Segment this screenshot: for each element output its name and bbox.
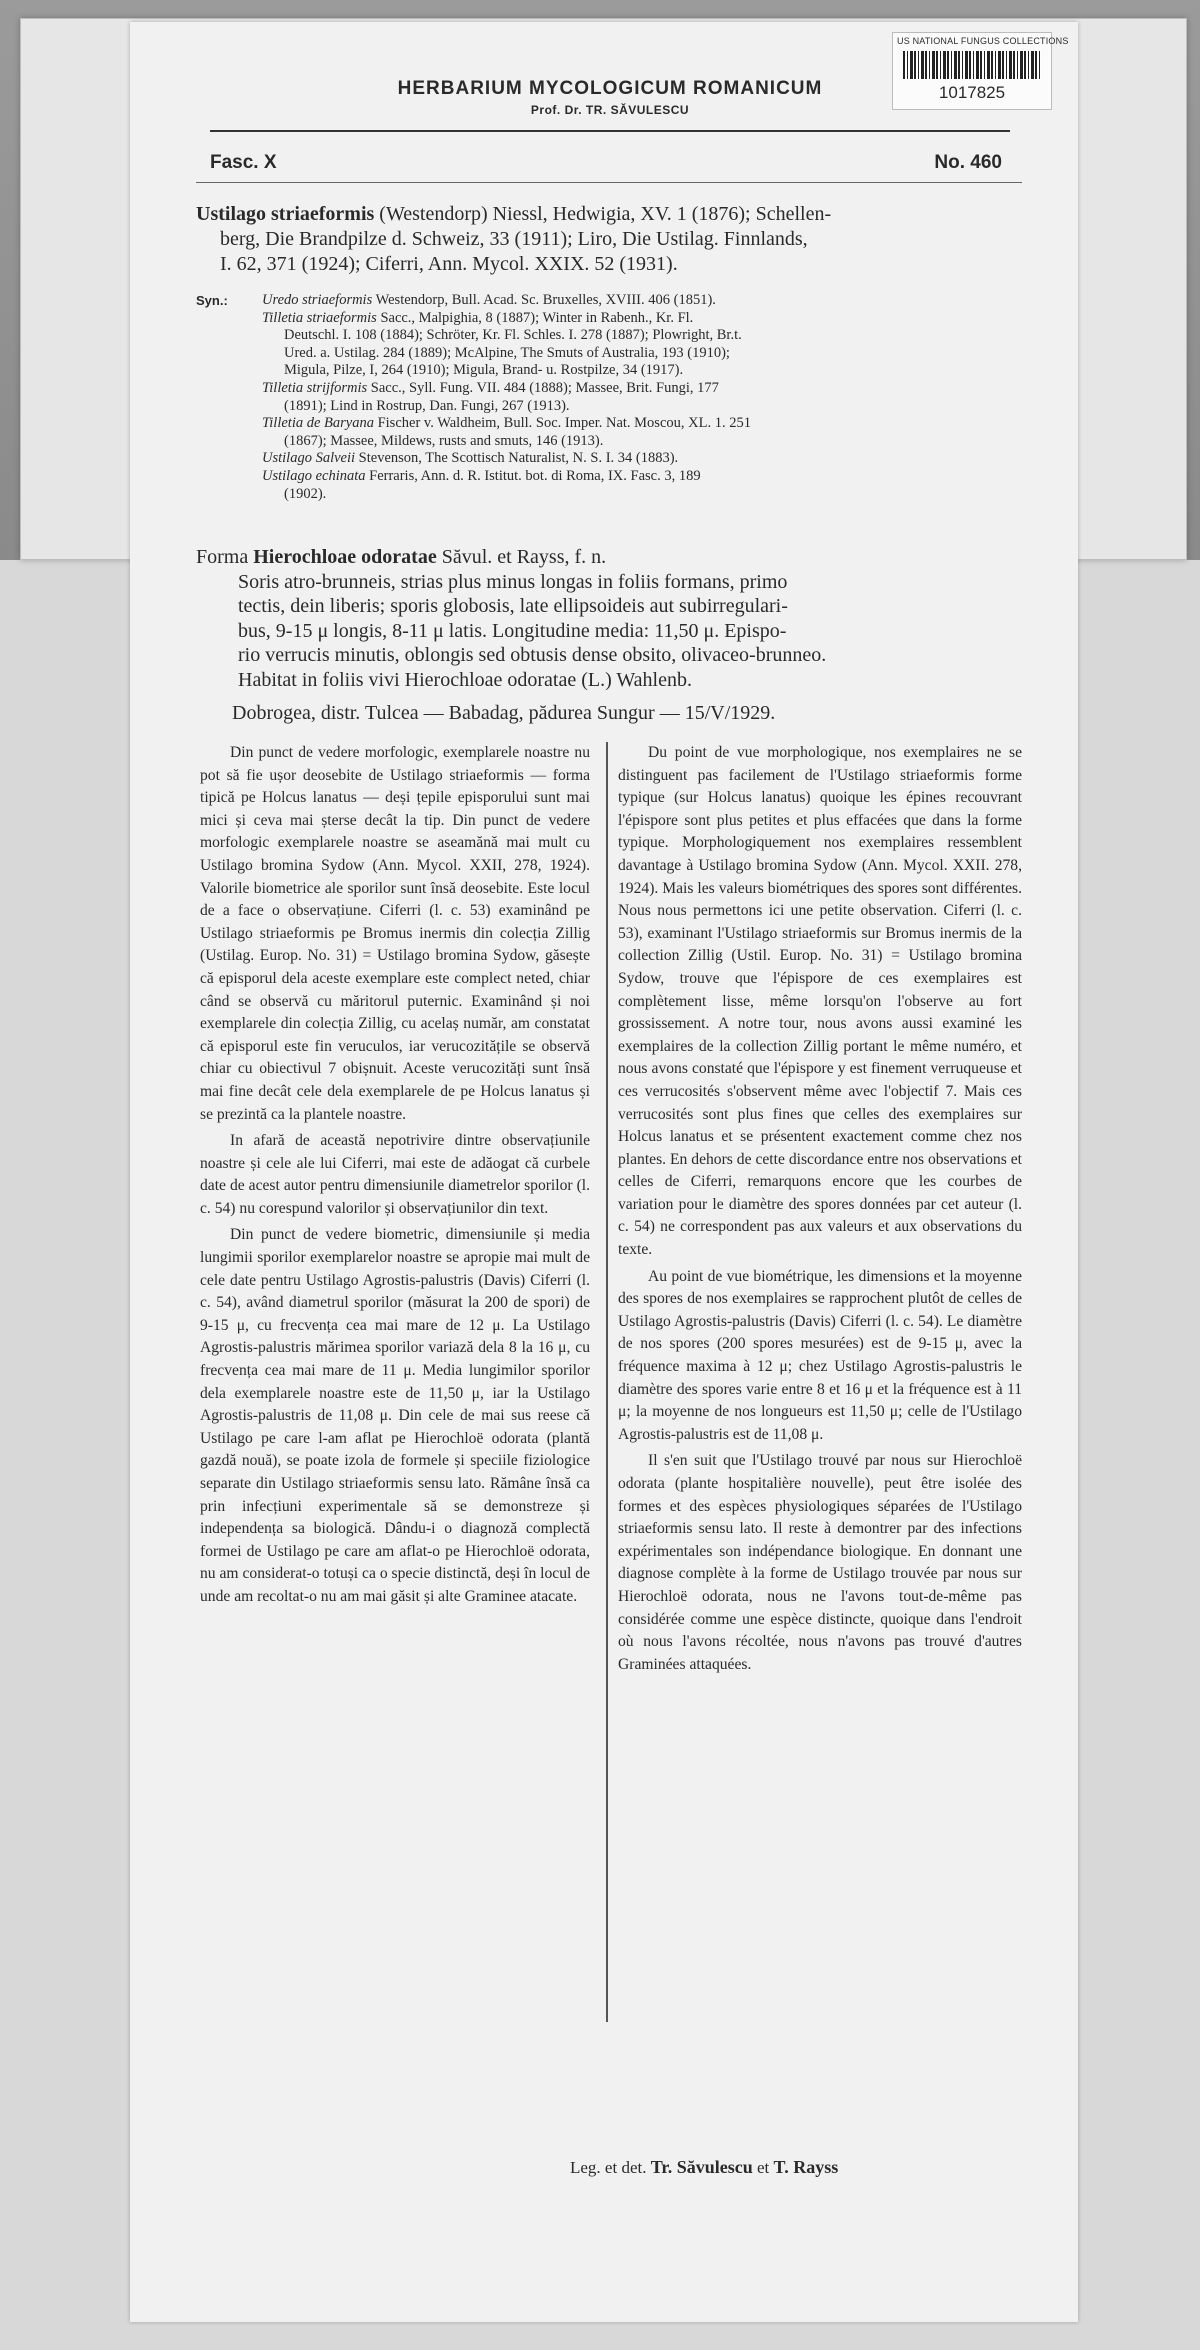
synonym-entry: Tilletia de Baryana Fischer v. Waldheim, Bull. Soc. Imper. Nat. Moscou, XL. 1. 251	[262, 415, 751, 432]
synonym-entry: Ustilago echinata Ferraris, Ann. d. R. Istitut. bot. di Roma, IX. Fasc. 3, 189	[262, 467, 701, 484]
diagnosis-line: Habitat in foliis vivi Hierochloae odoratae (L.) Wahlenb.	[238, 668, 692, 691]
collection-locality: Dobrogea, distr. Tulcea — Babadag, pădurea Sungur — 15/V/1929.	[232, 702, 776, 724]
paragraph: Din punct de vedere morfologic, exemplarele noastre nu pot să fie ușor deosebite de Ustilago striaeformis — forma tipică pe Holcus lanatus — deși țepile episporului sunt mai mici și ceva mai șterse decât la tip. Din punct de vedere morfologic exemplarele noastre se aseamănă mai mult cu Ustilago bromina Sydow (Ann. Mycol. XXII, 278, 1924). Valorile biometrice ale sporilor sunt însă deosebite. Este locul de a face o observațiune. Ciferri (l. c. 53) examinând pe Ustilago striaeformis pe Bromus inermis din colecția Zillig (Ustilag. Europ. No. 31) = Ustilago bromina Sydow, găsește că episporul dela aceste exemplare este complect neted, chiar când se observă cu măritorul puternic. Examinând și noi exemplarele din colecția Zillig, cu acelaș număr, am constatat că episporul este fin veruculos, iar verucozitățile se observă chiar cu obiectivul 7 obișnuit. Aceste verucozități sunt însă mai fine decât cele dela exemplarele de pe Holcus lanatus și se prezintă ca la plantele noastre.	[200, 744, 590, 1123]
column-divider	[606, 742, 608, 2022]
barcode-collection: US NATIONAL FUNGUS COLLECTIONS	[897, 36, 1069, 46]
species-citation	[196, 202, 1026, 277]
citation-line-3: I. 62, 371 (1924); Ciferri, Ann. Mycol. XXIX. 52 (1931).	[220, 253, 678, 275]
collector-name: T. Rayss	[773, 2157, 839, 2177]
synonym-continuation: (1867); Massee, Mildews, rusts and smuts, 146 (1913).	[284, 432, 604, 449]
barcode-number: 1017825	[938, 83, 1006, 102]
paragraph: Din punct de vedere biometric, dimensiunile și media lungimii sporilor exemplarelor noastre se apropie mai mult de cele date pentru Ustilago Agrostis-palustris (Davis) Ciferri (l. c. 54), având diametrul sporilor (măsurat la 200 de spori) de 9-15 μ, cu frecvența cea mai mare de 12 μ. La Ustilago Agrostis-palustris mărimea sporilor variază dela 8 la 16 μ, cu frecvența cea mai mare de 11 μ. Media lungimilor sporilor dela exemplarele noastre este de 11,50 μ, iar la Ustilago Agrostis-palustris de 11,08 μ. Din cele de mai sus reese că Ustilago pe care l-am aflat pe Hierochloë odorata (plantă gazdă nouă), se poate izola de formele și speciile fiziologice separate din Ustilago striaeformis sensu lato. Rămâne însă ca prin infecțiuni experimentale să se demonstreze și independența sa biologică. Dându-i o diagnoză complectă formei de Ustilago pe care am aflat-o pe Hierochloë odorata, nu am considerat-o totuși ca o specie distinctă, deși în locul de unde am recoltat-o nu am mai găsit și alte Graminee atacate.	[200, 1226, 590, 1605]
fascicle-label: Fasc. X	[210, 152, 277, 173]
paragraph: Il s'en suit que l'Ustilago trouvé par nous sur Hierochloë odorata (plante hospitalière nouvelle), peut être isolée des formes et des espèces physiologiques séparées de l'Ustilago striaeformis sensu lato. Il reste à demontrer par des infections expérimentales son indépendance biologique. En donnant une diagnose complète à la forme de Ustilago trouvée par nous sur Hierochloë odorata, nous ne l'avons tout-de-même pas considérée comme une espèce distincte, quoique dans l'endroit où nous l'avons récoltée, nous n'avons pas trouvé d'autres Graminées attaquées.	[618, 1452, 1022, 1673]
citation-line-1: (Westendorp) Niessl, Hedwigia, XV. 1 (1876); Schellen-	[374, 203, 832, 225]
synonym-continuation: (1891); Lind in Rostrup, Dan. Fungi, 267 (1913).	[284, 397, 570, 414]
romanian-text-column	[200, 742, 590, 1613]
barcode-bars-icon	[903, 51, 1041, 79]
diagnosis-line: tectis, dein liberis; sporis globosis, late ellipsoideis aut subirregulari-	[238, 595, 788, 617]
synonym-continuation: Migula, Pilze, I, 264 (1910); Migula, Brand- u. Rostpilze, 34 (1917).	[284, 362, 684, 379]
paragraph: Au point de vue biométrique, les dimensions et la moyenne des spores de nos exemplaires se rapprochent plutôt de celles de Ustilago Agrostis-palustris (Davis) Ciferri (l. c. 54). Le diamètre de nos spores (200 spores mesurées) est de 9-15 μ, avec la fréquence maxima à 12 μ; chez Ustilago Agrostis-palustris le diamètre des spores varie entre 8 et 16 μ et la fréquence est à 11 μ; la moyenne de nos longueurs est 11,50 μ; celle de l'Ustilago Agrostis-palustris est de 11,08 μ.	[618, 1267, 1022, 1443]
herbarium-title: HERBARIUM MYCOLOGICUM ROMANICUM	[397, 78, 823, 99]
collector-name: Tr. Săvulescu	[650, 2157, 753, 2177]
synonyms-label: Syn.:	[196, 293, 228, 308]
header-rule	[210, 130, 1010, 132]
header-rule-lower	[196, 182, 1022, 183]
synonym-entry: Tilletia striaeformis Sacc., Malpighia, 8 (1887); Winter in Rabenh., Kr. Fl.	[262, 309, 694, 326]
synonym-entry: Ustilago Salveii Stevenson, The Scottisch Naturalist, N. S. I. 34 (1883).	[262, 450, 679, 467]
french-text-column	[618, 742, 1022, 1680]
paragraph: In afară de această nepotrivire dintre observațiunile noastre și cele ale lui Ciferri, mai este de adăogat că curbele date de acest autor pentru dimensiunile diametrelor sporilor (l. c. 54) nu corespund valorilor și observațiunilor din text.	[200, 1132, 590, 1217]
synonym-continuation: (1902).	[284, 485, 327, 502]
species-name: Ustilago striaeformis	[196, 203, 375, 225]
forma-name: Hierochloae odoratae	[253, 546, 437, 568]
diagnosis-line: rio verrucis minutis, oblongis sed obtusis dense obsito, olivaceo-brunneo.	[238, 644, 827, 666]
synonym-continuation: Deutschl. I. 108 (1884); Schröter, Kr. Fl. Schles. I. 278 (1887); Plowright, Br.t.	[284, 327, 742, 344]
herbarium-subtitle: Prof. Dr. TR. SĂVULESCU	[530, 103, 690, 117]
collector-signature: Leg. et det. Tr. Săvulescu et T. Rayss	[570, 2157, 839, 2177]
citation-line-2: berg, Die Brandpilze d. Schweiz, 33 (1911); Liro, Die Ustilag. Finnlands,	[220, 228, 808, 250]
diagnosis-line: bus, 9-15 μ longis, 8-11 μ latis. Longitudine media: 11,50 μ. Epispo-	[238, 619, 787, 642]
forma-diagnosis: Forma Hierochloae odoratae Săvul. et Rayss, f. n. Soris atro-brunneis, strias plus minus longas in foliis formans, primo tectis, dein liberis; sporis globosis, late ellipsoideis aut subirregulari- bus, 9-15 μ longis, 8-11 μ latis. Longitudine media: 11,50 μ. Epispo- rio verrucis minutis, oblongis sed obtusis dense obsito, olivaceo-brunneo. Habitat in foliis vivi Hierochloae odoratae (L.) Wahlenb.	[196, 545, 1026, 692]
specimen-number: No. 460	[934, 152, 1002, 173]
diagnosis-line: Soris atro-brunneis, strias plus minus longas in foliis formans, primo	[238, 570, 788, 593]
synonym-entry: Tilletia strijformis Sacc., Syll. Fung. VII. 484 (1888); Massee, Brit. Fungi, 177	[262, 379, 719, 396]
synonym-continuation: Ured. a. Ustilag. 284 (1889); McAlpine, The Smuts of Australia, 193 (1910);	[284, 344, 730, 361]
paragraph: Du point de vue morphologique, nos exemplaires ne se distinguent pas facilement de l'Ustilago striaeformis forme typique (sur Holcus lanatus) quoique les épines recouvrant l'épispore sont plus petites et plus effacées que dans la forme typique. Morphologiquement nos exemplaires ressemblent davantage à Ustilago bromina Sydow (Ann. Mycol. XXII. 278, 1924). Mais les valeurs biométriques des spores sont différentes. Nous nous permettons ici une petite observation. Ciferri (l. c. 53), examinant l'Ustilago striaeformis sur Bromus inermis de la collection Zillig (Ustil. Europ. No. 31) = Ustilago bromina Sydow, trouve que l'épispore de ces exemplaires est complètement lisse, même lorsqu'on l'observe au fort grossissement. A notre tour, nous avons aussi examiné les exemplaires de la collection Zillig portant le même numéro, et nous avons constaté que l'épispore y est finement verruqueuse et ces verrucosités s'observent même avec l'objectif 7. Mais ces verrucosités sont plus fines que celles des exemplaires sur Holcus lanatus et se présentent exactement comme chez nos plantes. En dehors de cette discordance entre nos observations et celles de Ciferri, remarquons encore que les courbes de variation pour le diamètre des spores données par cet auteur (l. c. 54) ne correspondent pas aux valeurs et aux observations du texte.	[618, 744, 1022, 1259]
synonym-entry: Uredo striaeformis Westendorp, Bull. Acad. Sc. Bruxelles, XVIII. 406 (1851).	[262, 292, 716, 308]
